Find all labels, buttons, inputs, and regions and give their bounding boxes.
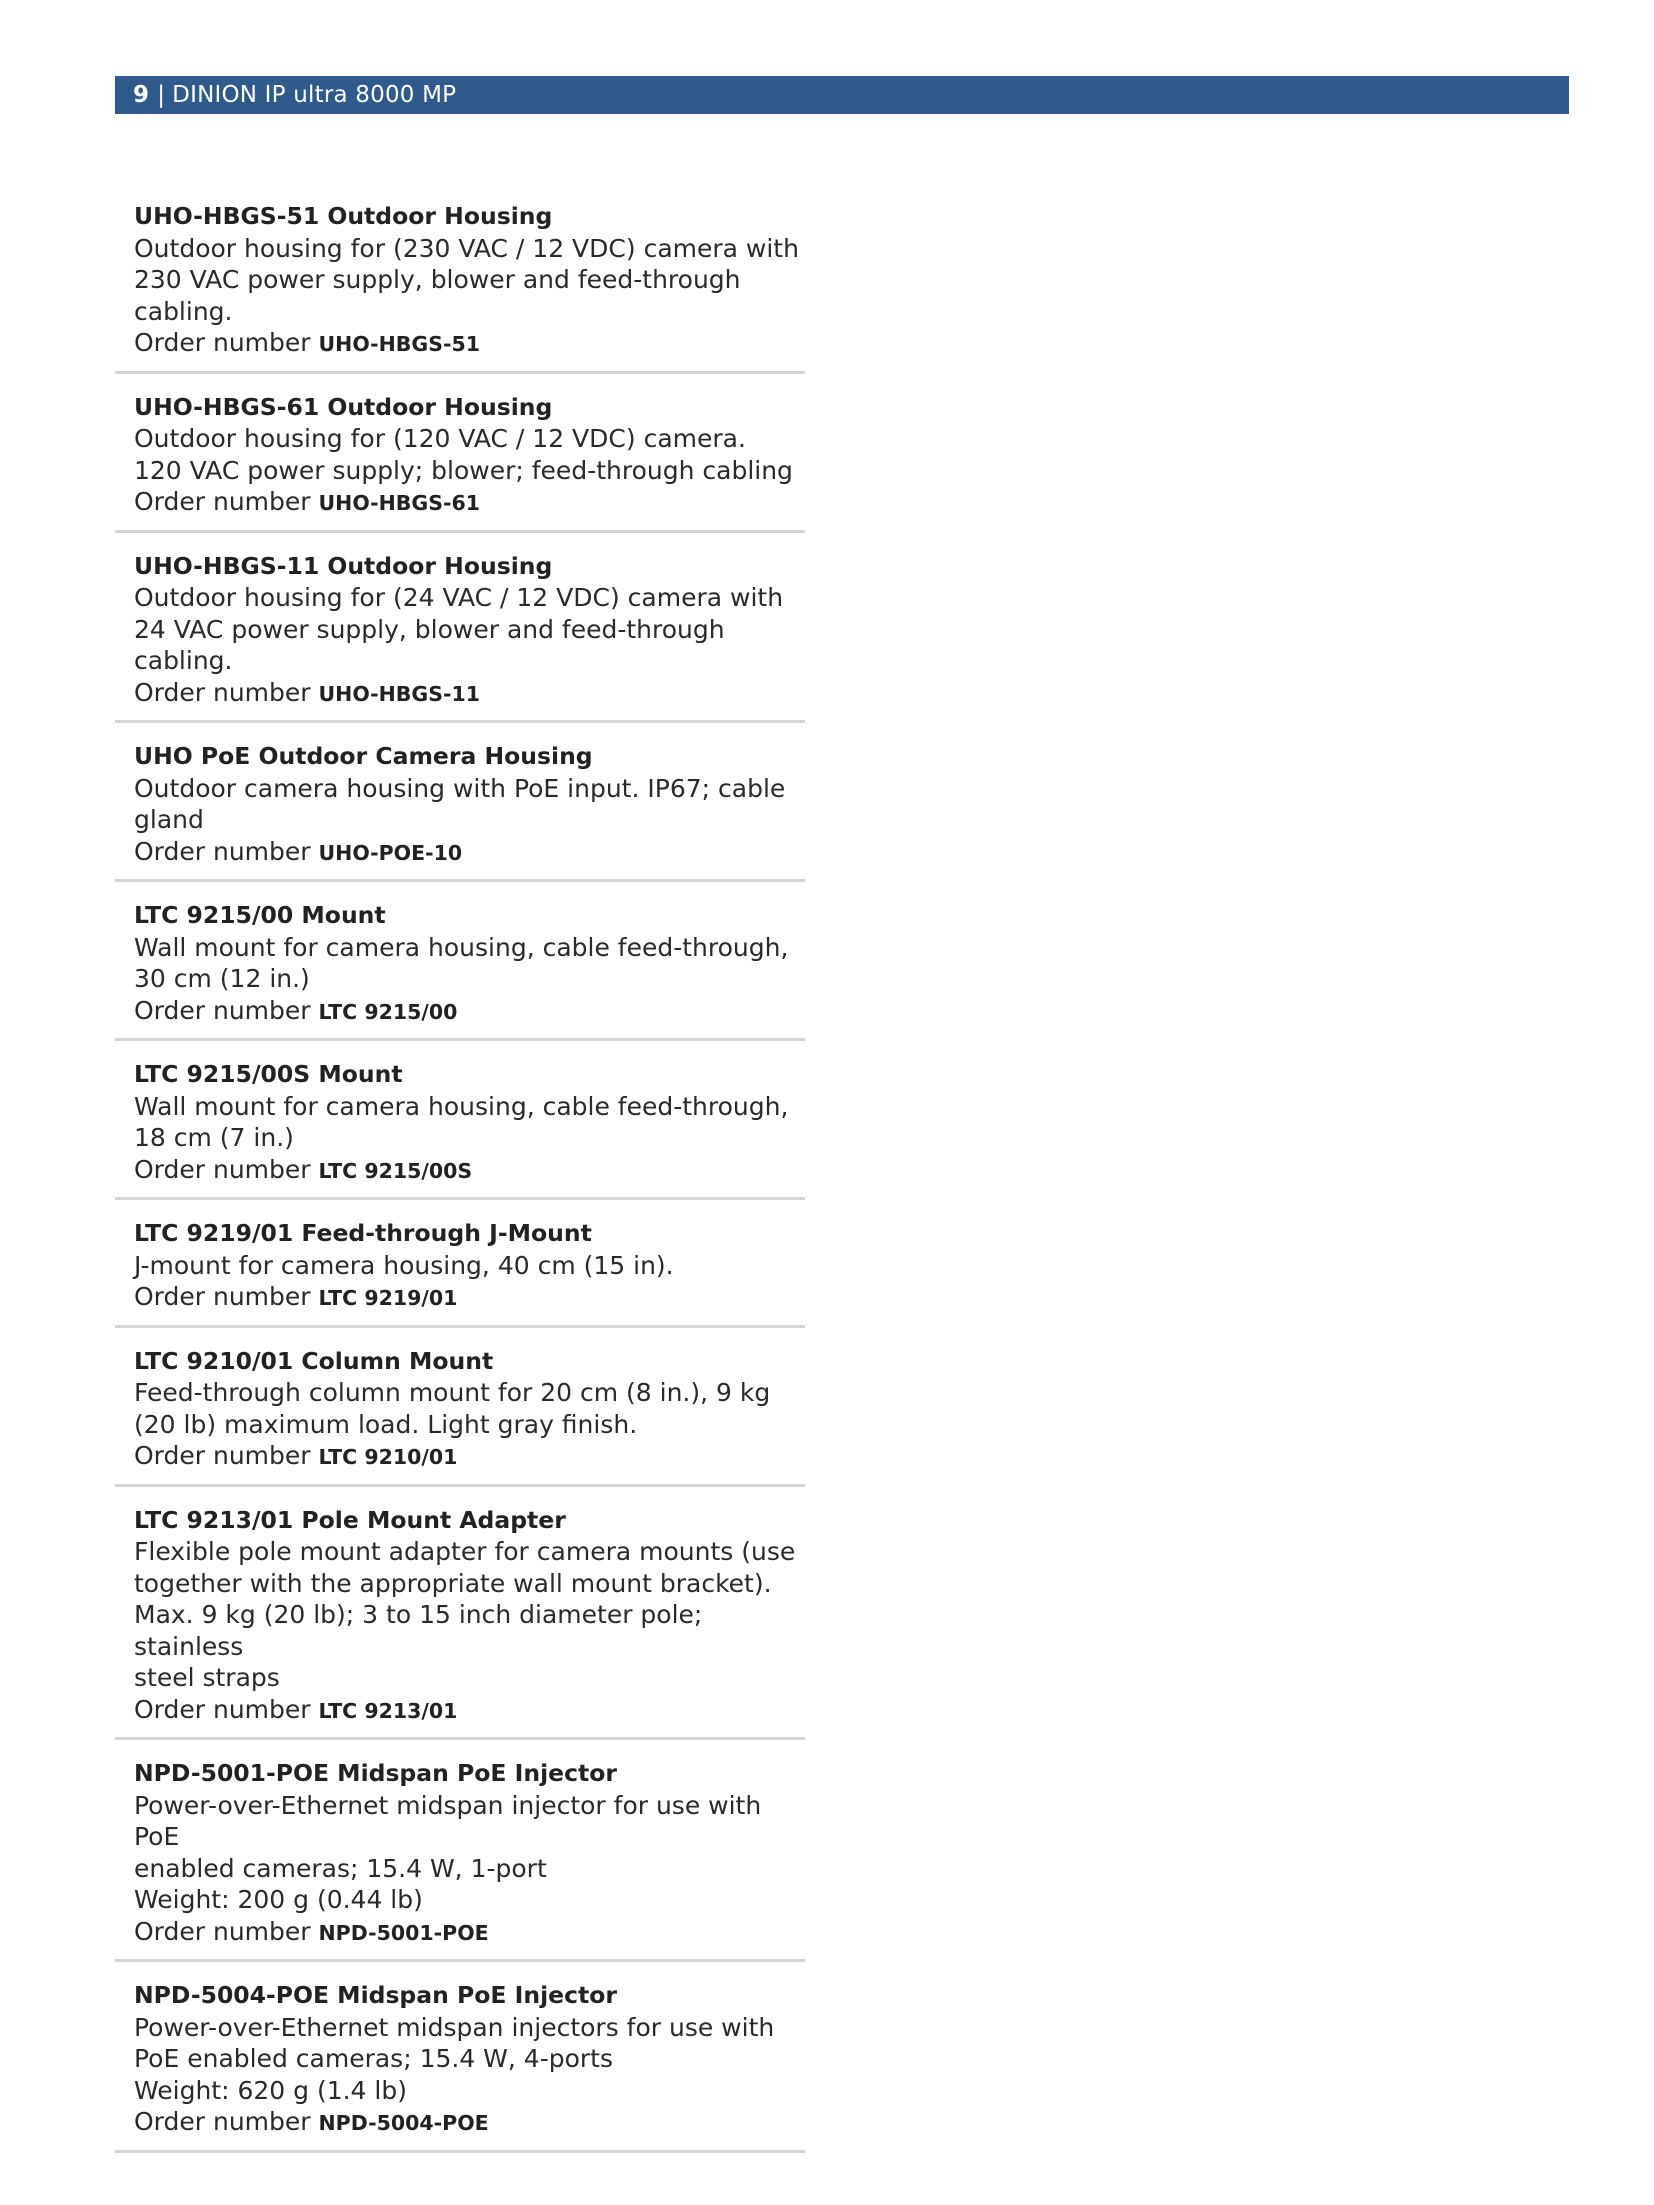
accessory-item [115, 1340, 805, 1487]
accessory-description: Wall mount for camera housing, cable feed-through, 30 cm (12 in.) [134, 932, 789, 993]
accessory-title: LTC 9215/00 Mount [134, 901, 386, 929]
order-number-value: LTC 9219/01 [318, 1286, 458, 1310]
accessory-title: UHO-HBGS-51 Outdoor Housing [134, 202, 553, 230]
order-number-label: Order number [134, 1282, 311, 1311]
accessory-description: Outdoor housing for (24 VAC / 12 VDC) camera with 24 VAC power supply, blower and feed-through cabling. [134, 583, 784, 675]
order-number-label: Order number [134, 1694, 311, 1724]
order-number-value: LTC 9213/01 [318, 1698, 458, 1723]
accessory-description: Outdoor housing for (120 VAC / 12 VDC) camera. 120 VAC power supply; blower; feed-through cabling [134, 424, 793, 485]
order-number-value: LTC 9215/00S [318, 1158, 473, 1183]
accessory-title: NPD-5001-POE Midspan PoE Injector [134, 1759, 617, 1787]
order-number-line [134, 2106, 805, 2140]
accessory-title: LTC 9210/01 Column Mount [134, 1346, 494, 1375]
order-number-line [134, 677, 805, 711]
order-number-value: UHO-HBGS-11 [318, 681, 481, 706]
order-number-line [134, 327, 805, 361]
order-number-value: LTC 9215/00 [318, 999, 458, 1024]
order-number-value: NPD-5001-POE [318, 1920, 489, 1945]
accessory-title: LTC 9215/00S Mount [134, 1060, 403, 1088]
order-number-line [134, 995, 805, 1029]
order-number-line [134, 1694, 805, 1728]
accessory-item [115, 1212, 805, 1328]
accessory-item [115, 735, 805, 882]
order-number-line [134, 1440, 805, 1474]
order-number-label: Order number [134, 1916, 311, 1946]
accessory-item [115, 1499, 805, 1741]
accessory-description: Outdoor housing for (230 VAC / 12 VDC) camera with 230 VAC power supply, blower and feed-through cabling. [134, 233, 799, 326]
accessory-description: Wall mount for camera housing, cable feed-through, 18 cm (7 in.) [134, 1091, 789, 1152]
header-separator: | [157, 82, 166, 108]
order-number-label: Order number [134, 836, 311, 866]
accessory-list [115, 195, 805, 2153]
order-number-line [134, 1281, 805, 1315]
accessory-title: LTC 9213/01 Pole Mount Adapter [134, 1505, 566, 1534]
accessory-title: UHO PoE Outdoor Camera Housing [134, 742, 593, 770]
accessory-title: NPD-5004-POE Midspan PoE Injector [134, 1981, 617, 2009]
document-title: DINION IP ultra 8000 MP [172, 82, 457, 108]
accessory-title: UHO-HBGS-11 Outdoor Housing [134, 551, 553, 580]
accessory-description: Flexible pole mount adapter for camera mounts (use together with the appropriate wall mount bracket). Max. 9 kg (20 lb); 3 to 15 inch diameter pole; stainless steel straps [134, 1537, 796, 1692]
order-number-value: LTC 9210/01 [318, 1445, 458, 1469]
order-number-line [134, 836, 805, 870]
order-number-value: UHO-POE-10 [318, 840, 463, 865]
order-number-value: UHO-HBGS-51 [318, 332, 481, 356]
accessory-item [115, 195, 805, 374]
order-number-label: Order number [134, 677, 311, 707]
accessory-item [115, 545, 805, 724]
order-number-value: UHO-HBGS-61 [318, 491, 481, 515]
order-number-label: Order number [134, 1154, 311, 1184]
accessory-description: Feed-through column mount for 20 cm (8 in.), 9 kg (20 lb) maximum load. Light gray finish. [134, 1378, 771, 1439]
accessory-description: Power-over-Ethernet midspan injectors for use with PoE enabled cameras; 15.4 W, 4-ports Weight: 620 g (1.4 lb) [134, 2012, 775, 2105]
accessory-item [115, 1053, 805, 1200]
order-number-line [134, 1154, 805, 1188]
accessory-description: Power-over-Ethernet midspan injector for use with PoE enabled cameras; 15.4 W, 1-port Weight: 200 g (0.44 lb) [134, 1790, 762, 1914]
accessory-title: UHO-HBGS-61 Outdoor Housing [134, 392, 553, 421]
accessory-item [115, 386, 805, 533]
order-number-line [134, 486, 805, 520]
order-number-value: NPD-5004-POE [318, 2111, 489, 2135]
order-number-label: Order number [134, 328, 311, 357]
order-number-label: Order number [134, 995, 311, 1025]
page-number: 9 [133, 82, 150, 108]
order-number-line [134, 1916, 805, 1950]
order-number-label: Order number [134, 487, 311, 516]
page-header [115, 76, 1569, 114]
accessory-item [115, 894, 805, 1041]
accessory-title: LTC 9219/01 Feed-through J-Mount [134, 1219, 592, 1247]
order-number-label: Order number [134, 2107, 311, 2136]
order-number-label: Order number [134, 1441, 311, 1470]
accessory-description: Outdoor camera housing with PoE input. IP67; cable gland [134, 773, 786, 834]
accessory-description: J-mount for camera housing, 40 cm (15 in). [134, 1250, 674, 1280]
accessory-item [115, 1752, 805, 1962]
accessory-item [115, 1974, 805, 2153]
